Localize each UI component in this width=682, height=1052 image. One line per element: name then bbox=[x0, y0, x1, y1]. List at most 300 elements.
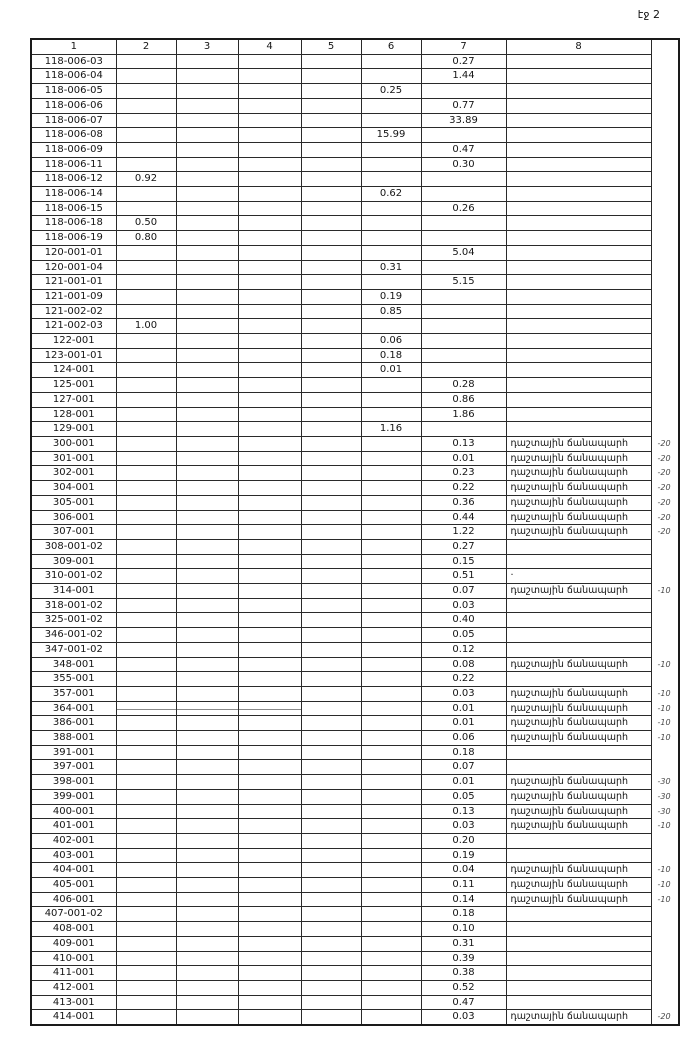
value-cell bbox=[301, 69, 361, 84]
value-cell: 0.86 bbox=[421, 392, 506, 407]
value-cell: 0.40 bbox=[421, 613, 506, 628]
value-cell bbox=[361, 436, 421, 451]
table-row bbox=[31, 363, 679, 378]
value-cell bbox=[361, 995, 421, 1010]
value-cell bbox=[238, 554, 301, 569]
value-cell bbox=[238, 892, 301, 907]
value-cell bbox=[238, 466, 301, 481]
value-cell: դաշտային ճանապարհ bbox=[506, 525, 651, 540]
value-cell bbox=[238, 833, 301, 848]
value-cell bbox=[421, 363, 506, 378]
value-cell bbox=[238, 628, 301, 643]
value-cell bbox=[238, 922, 301, 937]
value-cell bbox=[176, 701, 238, 716]
value-cell bbox=[176, 334, 238, 349]
margin-note bbox=[651, 98, 679, 113]
value-cell bbox=[238, 804, 301, 819]
value-cell bbox=[176, 422, 238, 437]
table-row bbox=[31, 392, 679, 407]
margin-note bbox=[651, 995, 679, 1010]
value-cell: 0.85 bbox=[361, 304, 421, 319]
row-id-cell: 125-001 bbox=[31, 378, 116, 393]
value-cell bbox=[176, 775, 238, 790]
margin-note bbox=[651, 363, 679, 378]
value-cell bbox=[176, 848, 238, 863]
value-cell bbox=[506, 613, 651, 628]
value-cell bbox=[116, 84, 176, 99]
value-cell bbox=[116, 569, 176, 584]
row-id-cell: 408-001 bbox=[31, 922, 116, 937]
value-cell: դաշտային ճանապարհ bbox=[506, 436, 651, 451]
margin-note: -10 bbox=[657, 880, 671, 890]
value-cell bbox=[301, 731, 361, 746]
margin-note bbox=[651, 598, 679, 613]
margin-note bbox=[651, 84, 679, 99]
value-cell bbox=[301, 966, 361, 981]
table-row bbox=[31, 481, 679, 496]
value-cell bbox=[361, 201, 421, 216]
value-cell bbox=[176, 201, 238, 216]
value-cell bbox=[361, 69, 421, 84]
margin-note: -20 bbox=[657, 1012, 671, 1022]
value-cell bbox=[116, 245, 176, 260]
row-id-cell: 121-002-03 bbox=[31, 319, 116, 334]
value-cell bbox=[116, 951, 176, 966]
value-cell bbox=[301, 936, 361, 951]
value-cell bbox=[116, 613, 176, 628]
value-cell bbox=[421, 319, 506, 334]
value-cell bbox=[176, 481, 238, 496]
value-cell bbox=[301, 289, 361, 304]
margin-note bbox=[651, 554, 679, 569]
table-row bbox=[31, 951, 679, 966]
value-cell bbox=[116, 378, 176, 393]
table-row bbox=[31, 539, 679, 554]
margin-note bbox=[651, 422, 679, 437]
row-id-cell: 325-001-02 bbox=[31, 613, 116, 628]
value-cell bbox=[506, 113, 651, 128]
value-cell bbox=[301, 84, 361, 99]
value-cell bbox=[421, 231, 506, 246]
table-row bbox=[31, 113, 679, 128]
value-cell bbox=[238, 598, 301, 613]
row-id-cell: 118-006-09 bbox=[31, 142, 116, 157]
value-cell: 0.36 bbox=[421, 495, 506, 510]
value-cell: 0.23 bbox=[421, 466, 506, 481]
value-cell bbox=[116, 481, 176, 496]
value-cell bbox=[506, 142, 651, 157]
column-header: 2 bbox=[116, 39, 176, 54]
row-id-cell: 413-001 bbox=[31, 995, 116, 1010]
value-cell: 0.07 bbox=[421, 584, 506, 599]
value-cell: 0.51 bbox=[421, 569, 506, 584]
row-id-cell: 404-001 bbox=[31, 863, 116, 878]
table-row bbox=[31, 128, 679, 143]
row-id-cell: 409-001 bbox=[31, 936, 116, 951]
value-cell: 1.00 bbox=[116, 319, 176, 334]
value-cell bbox=[506, 422, 651, 437]
value-cell bbox=[238, 731, 301, 746]
margin-note bbox=[651, 981, 679, 996]
table-row bbox=[31, 84, 679, 99]
value-cell: 0.14 bbox=[421, 892, 506, 907]
value-cell bbox=[176, 613, 238, 628]
margin-note: -20 bbox=[657, 512, 671, 522]
value-cell bbox=[176, 598, 238, 613]
margin-note bbox=[651, 833, 679, 848]
value-cell: 0.03 bbox=[421, 686, 506, 701]
row-id-cell: 402-001 bbox=[31, 833, 116, 848]
value-cell bbox=[238, 701, 301, 716]
value-cell bbox=[238, 789, 301, 804]
row-id-cell: 121-002-02 bbox=[31, 304, 116, 319]
value-cell bbox=[301, 1010, 361, 1025]
value-cell bbox=[506, 275, 651, 290]
value-cell bbox=[421, 304, 506, 319]
value-cell bbox=[301, 789, 361, 804]
margin-note bbox=[651, 407, 679, 422]
value-cell bbox=[301, 378, 361, 393]
value-cell bbox=[301, 628, 361, 643]
value-cell bbox=[301, 701, 361, 716]
margin-note bbox=[651, 128, 679, 143]
value-cell bbox=[506, 216, 651, 231]
margin-note: -10 bbox=[657, 718, 671, 728]
value-cell bbox=[116, 554, 176, 569]
value-cell: 0.77 bbox=[421, 98, 506, 113]
value-cell bbox=[176, 672, 238, 687]
value-cell bbox=[301, 172, 361, 187]
value-cell bbox=[238, 981, 301, 996]
value-cell bbox=[116, 966, 176, 981]
value-cell bbox=[301, 436, 361, 451]
row-id-cell: 118-006-18 bbox=[31, 216, 116, 231]
row-id-cell: 129-001 bbox=[31, 422, 116, 437]
row-id-cell: 403-001 bbox=[31, 848, 116, 863]
table-row bbox=[31, 745, 679, 760]
value-cell: 0.06 bbox=[421, 731, 506, 746]
value-cell: 0.03 bbox=[421, 819, 506, 834]
value-cell bbox=[116, 304, 176, 319]
value-cell bbox=[506, 245, 651, 260]
value-cell bbox=[176, 172, 238, 187]
value-cell bbox=[506, 172, 651, 187]
table-row bbox=[31, 245, 679, 260]
value-cell: 0.01 bbox=[421, 451, 506, 466]
value-cell bbox=[116, 716, 176, 731]
value-cell bbox=[361, 878, 421, 893]
value-cell bbox=[176, 760, 238, 775]
value-cell bbox=[361, 113, 421, 128]
value-cell: 0.05 bbox=[421, 789, 506, 804]
table-row bbox=[31, 819, 679, 834]
value-cell: 1.16 bbox=[361, 422, 421, 437]
value-cell: 0.27 bbox=[421, 54, 506, 69]
column-header: 1 bbox=[31, 39, 116, 54]
value-cell bbox=[176, 157, 238, 172]
value-cell bbox=[238, 878, 301, 893]
value-cell bbox=[361, 407, 421, 422]
margin-note bbox=[651, 289, 679, 304]
value-cell bbox=[238, 863, 301, 878]
value-cell bbox=[301, 848, 361, 863]
value-cell bbox=[301, 569, 361, 584]
margin-note bbox=[651, 245, 679, 260]
value-cell bbox=[301, 907, 361, 922]
value-cell bbox=[116, 54, 176, 69]
value-cell bbox=[176, 69, 238, 84]
value-cell bbox=[176, 187, 238, 202]
value-cell bbox=[238, 848, 301, 863]
value-cell bbox=[176, 407, 238, 422]
value-cell: 5.04 bbox=[421, 245, 506, 260]
value-cell bbox=[176, 731, 238, 746]
row-id-cell: 406-001 bbox=[31, 892, 116, 907]
table-row bbox=[31, 642, 679, 657]
table-row bbox=[31, 907, 679, 922]
table-row bbox=[31, 731, 679, 746]
row-id-cell: 120-001-01 bbox=[31, 245, 116, 260]
value-cell bbox=[361, 936, 421, 951]
value-cell: 0.11 bbox=[421, 878, 506, 893]
margin-note bbox=[651, 745, 679, 760]
value-cell bbox=[301, 98, 361, 113]
value-cell bbox=[301, 981, 361, 996]
value-cell bbox=[361, 613, 421, 628]
value-cell bbox=[116, 407, 176, 422]
value-cell bbox=[238, 613, 301, 628]
table-row bbox=[31, 922, 679, 937]
value-cell bbox=[301, 584, 361, 599]
value-cell bbox=[301, 878, 361, 893]
value-cell: 0.15 bbox=[421, 554, 506, 569]
margin-note bbox=[651, 334, 679, 349]
value-cell: 0.18 bbox=[421, 907, 506, 922]
value-cell bbox=[116, 98, 176, 113]
value-cell bbox=[116, 804, 176, 819]
margin-note: -30 bbox=[657, 777, 671, 787]
table-row bbox=[31, 833, 679, 848]
value-cell bbox=[238, 481, 301, 496]
row-id-cell: 300-001 bbox=[31, 436, 116, 451]
value-cell bbox=[361, 98, 421, 113]
value-cell bbox=[238, 657, 301, 672]
margin-note bbox=[651, 231, 679, 246]
value-cell bbox=[238, 775, 301, 790]
row-id-cell: 411-001 bbox=[31, 966, 116, 981]
value-cell bbox=[506, 289, 651, 304]
margin-note: -10 bbox=[657, 821, 671, 831]
margin-note bbox=[651, 275, 679, 290]
value-cell bbox=[506, 745, 651, 760]
row-id-cell: 122-001 bbox=[31, 334, 116, 349]
value-cell bbox=[238, 672, 301, 687]
value-cell bbox=[301, 407, 361, 422]
row-id-cell: 118-006-11 bbox=[31, 157, 116, 172]
value-cell bbox=[176, 554, 238, 569]
value-cell bbox=[506, 157, 651, 172]
margin-note bbox=[651, 54, 679, 69]
value-cell: 0.31 bbox=[361, 260, 421, 275]
value-cell bbox=[301, 539, 361, 554]
value-cell bbox=[176, 936, 238, 951]
table-row bbox=[31, 187, 679, 202]
value-cell bbox=[116, 142, 176, 157]
value-cell bbox=[238, 907, 301, 922]
value-cell: 0.04 bbox=[421, 863, 506, 878]
value-cell: 0.03 bbox=[421, 598, 506, 613]
margin-note: -30 bbox=[657, 806, 671, 816]
margin-note bbox=[651, 613, 679, 628]
row-id-cell: 123-001-01 bbox=[31, 348, 116, 363]
value-cell bbox=[116, 510, 176, 525]
value-cell: 0.92 bbox=[116, 172, 176, 187]
row-id-cell: 414-001 bbox=[31, 1010, 116, 1025]
row-id-cell: 118-006-04 bbox=[31, 69, 116, 84]
margin-note bbox=[651, 628, 679, 643]
value-cell bbox=[116, 157, 176, 172]
value-cell bbox=[361, 672, 421, 687]
value-cell bbox=[238, 142, 301, 157]
table-row bbox=[31, 289, 679, 304]
row-id-cell: 118-006-07 bbox=[31, 113, 116, 128]
value-cell bbox=[301, 775, 361, 790]
value-cell: 0.22 bbox=[421, 672, 506, 687]
value-cell bbox=[116, 745, 176, 760]
value-cell bbox=[116, 201, 176, 216]
table-row bbox=[31, 628, 679, 643]
value-cell bbox=[506, 951, 651, 966]
value-cell: դաշտային ճանապարհ bbox=[506, 510, 651, 525]
value-cell: 0.38 bbox=[421, 966, 506, 981]
margin-note bbox=[651, 348, 679, 363]
table-row bbox=[31, 436, 679, 451]
value-cell bbox=[238, 436, 301, 451]
value-cell bbox=[238, 289, 301, 304]
value-cell bbox=[116, 922, 176, 937]
row-id-cell: 305-001 bbox=[31, 495, 116, 510]
value-cell bbox=[506, 98, 651, 113]
value-cell: 0.05 bbox=[421, 628, 506, 643]
value-cell bbox=[238, 378, 301, 393]
table-row bbox=[31, 98, 679, 113]
margin-note bbox=[651, 539, 679, 554]
table-row bbox=[31, 789, 679, 804]
value-cell bbox=[116, 1010, 176, 1025]
table-row bbox=[31, 804, 679, 819]
margin-note-spacer bbox=[651, 39, 679, 54]
value-cell bbox=[506, 981, 651, 996]
value-cell bbox=[361, 716, 421, 731]
value-cell bbox=[506, 363, 651, 378]
value-cell bbox=[238, 304, 301, 319]
value-cell bbox=[421, 348, 506, 363]
value-cell bbox=[116, 907, 176, 922]
table-row bbox=[31, 275, 679, 290]
value-cell bbox=[176, 304, 238, 319]
value-cell bbox=[116, 628, 176, 643]
value-cell: դաշտային ճանապարհ bbox=[506, 731, 651, 746]
value-cell bbox=[361, 731, 421, 746]
row-id-cell: 407-001-02 bbox=[31, 907, 116, 922]
table-row bbox=[31, 216, 679, 231]
value-cell bbox=[506, 201, 651, 216]
value-cell bbox=[176, 569, 238, 584]
value-cell bbox=[176, 128, 238, 143]
value-cell bbox=[301, 304, 361, 319]
value-cell: 33.89 bbox=[421, 113, 506, 128]
value-cell: 0.18 bbox=[361, 348, 421, 363]
value-cell: դաշտային ճանապարհ bbox=[506, 686, 651, 701]
value-cell bbox=[361, 981, 421, 996]
value-cell bbox=[116, 863, 176, 878]
value-cell bbox=[176, 84, 238, 99]
row-id-cell: 124-001 bbox=[31, 363, 116, 378]
value-cell bbox=[301, 128, 361, 143]
value-cell bbox=[506, 54, 651, 69]
value-cell bbox=[301, 672, 361, 687]
value-cell bbox=[176, 892, 238, 907]
value-cell bbox=[238, 231, 301, 246]
row-id-cell: 364-001 bbox=[31, 701, 116, 716]
value-cell bbox=[116, 760, 176, 775]
row-id-cell: 399-001 bbox=[31, 789, 116, 804]
value-cell bbox=[506, 922, 651, 937]
value-cell bbox=[301, 334, 361, 349]
margin-note bbox=[651, 392, 679, 407]
value-cell bbox=[506, 407, 651, 422]
value-cell bbox=[238, 113, 301, 128]
value-cell bbox=[301, 54, 361, 69]
value-cell bbox=[301, 231, 361, 246]
value-cell bbox=[238, 495, 301, 510]
value-cell bbox=[361, 907, 421, 922]
value-cell bbox=[506, 848, 651, 863]
page-number-label: էջ 2 bbox=[637, 8, 660, 21]
margin-note bbox=[651, 201, 679, 216]
margin-note bbox=[651, 569, 679, 584]
value-cell bbox=[238, 392, 301, 407]
value-cell: դաշտային ճանապարհ bbox=[506, 775, 651, 790]
value-cell bbox=[176, 981, 238, 996]
row-id-cell: 118-006-12 bbox=[31, 172, 116, 187]
value-cell bbox=[176, 348, 238, 363]
value-cell bbox=[421, 422, 506, 437]
margin-note bbox=[651, 378, 679, 393]
value-cell bbox=[176, 275, 238, 290]
margin-note bbox=[651, 848, 679, 863]
row-id-cell: 405-001 bbox=[31, 878, 116, 893]
table-row bbox=[31, 569, 679, 584]
value-cell bbox=[301, 392, 361, 407]
table-row bbox=[31, 657, 679, 672]
value-cell bbox=[301, 260, 361, 275]
value-cell bbox=[506, 628, 651, 643]
value-cell bbox=[176, 231, 238, 246]
table-row bbox=[31, 334, 679, 349]
value-cell bbox=[301, 319, 361, 334]
value-cell bbox=[301, 657, 361, 672]
value-cell bbox=[176, 436, 238, 451]
value-cell bbox=[301, 275, 361, 290]
table-row bbox=[31, 378, 679, 393]
value-cell bbox=[361, 466, 421, 481]
value-cell bbox=[238, 760, 301, 775]
value-cell bbox=[238, 584, 301, 599]
row-id-cell: 400-001 bbox=[31, 804, 116, 819]
value-cell bbox=[506, 936, 651, 951]
value-cell bbox=[116, 187, 176, 202]
